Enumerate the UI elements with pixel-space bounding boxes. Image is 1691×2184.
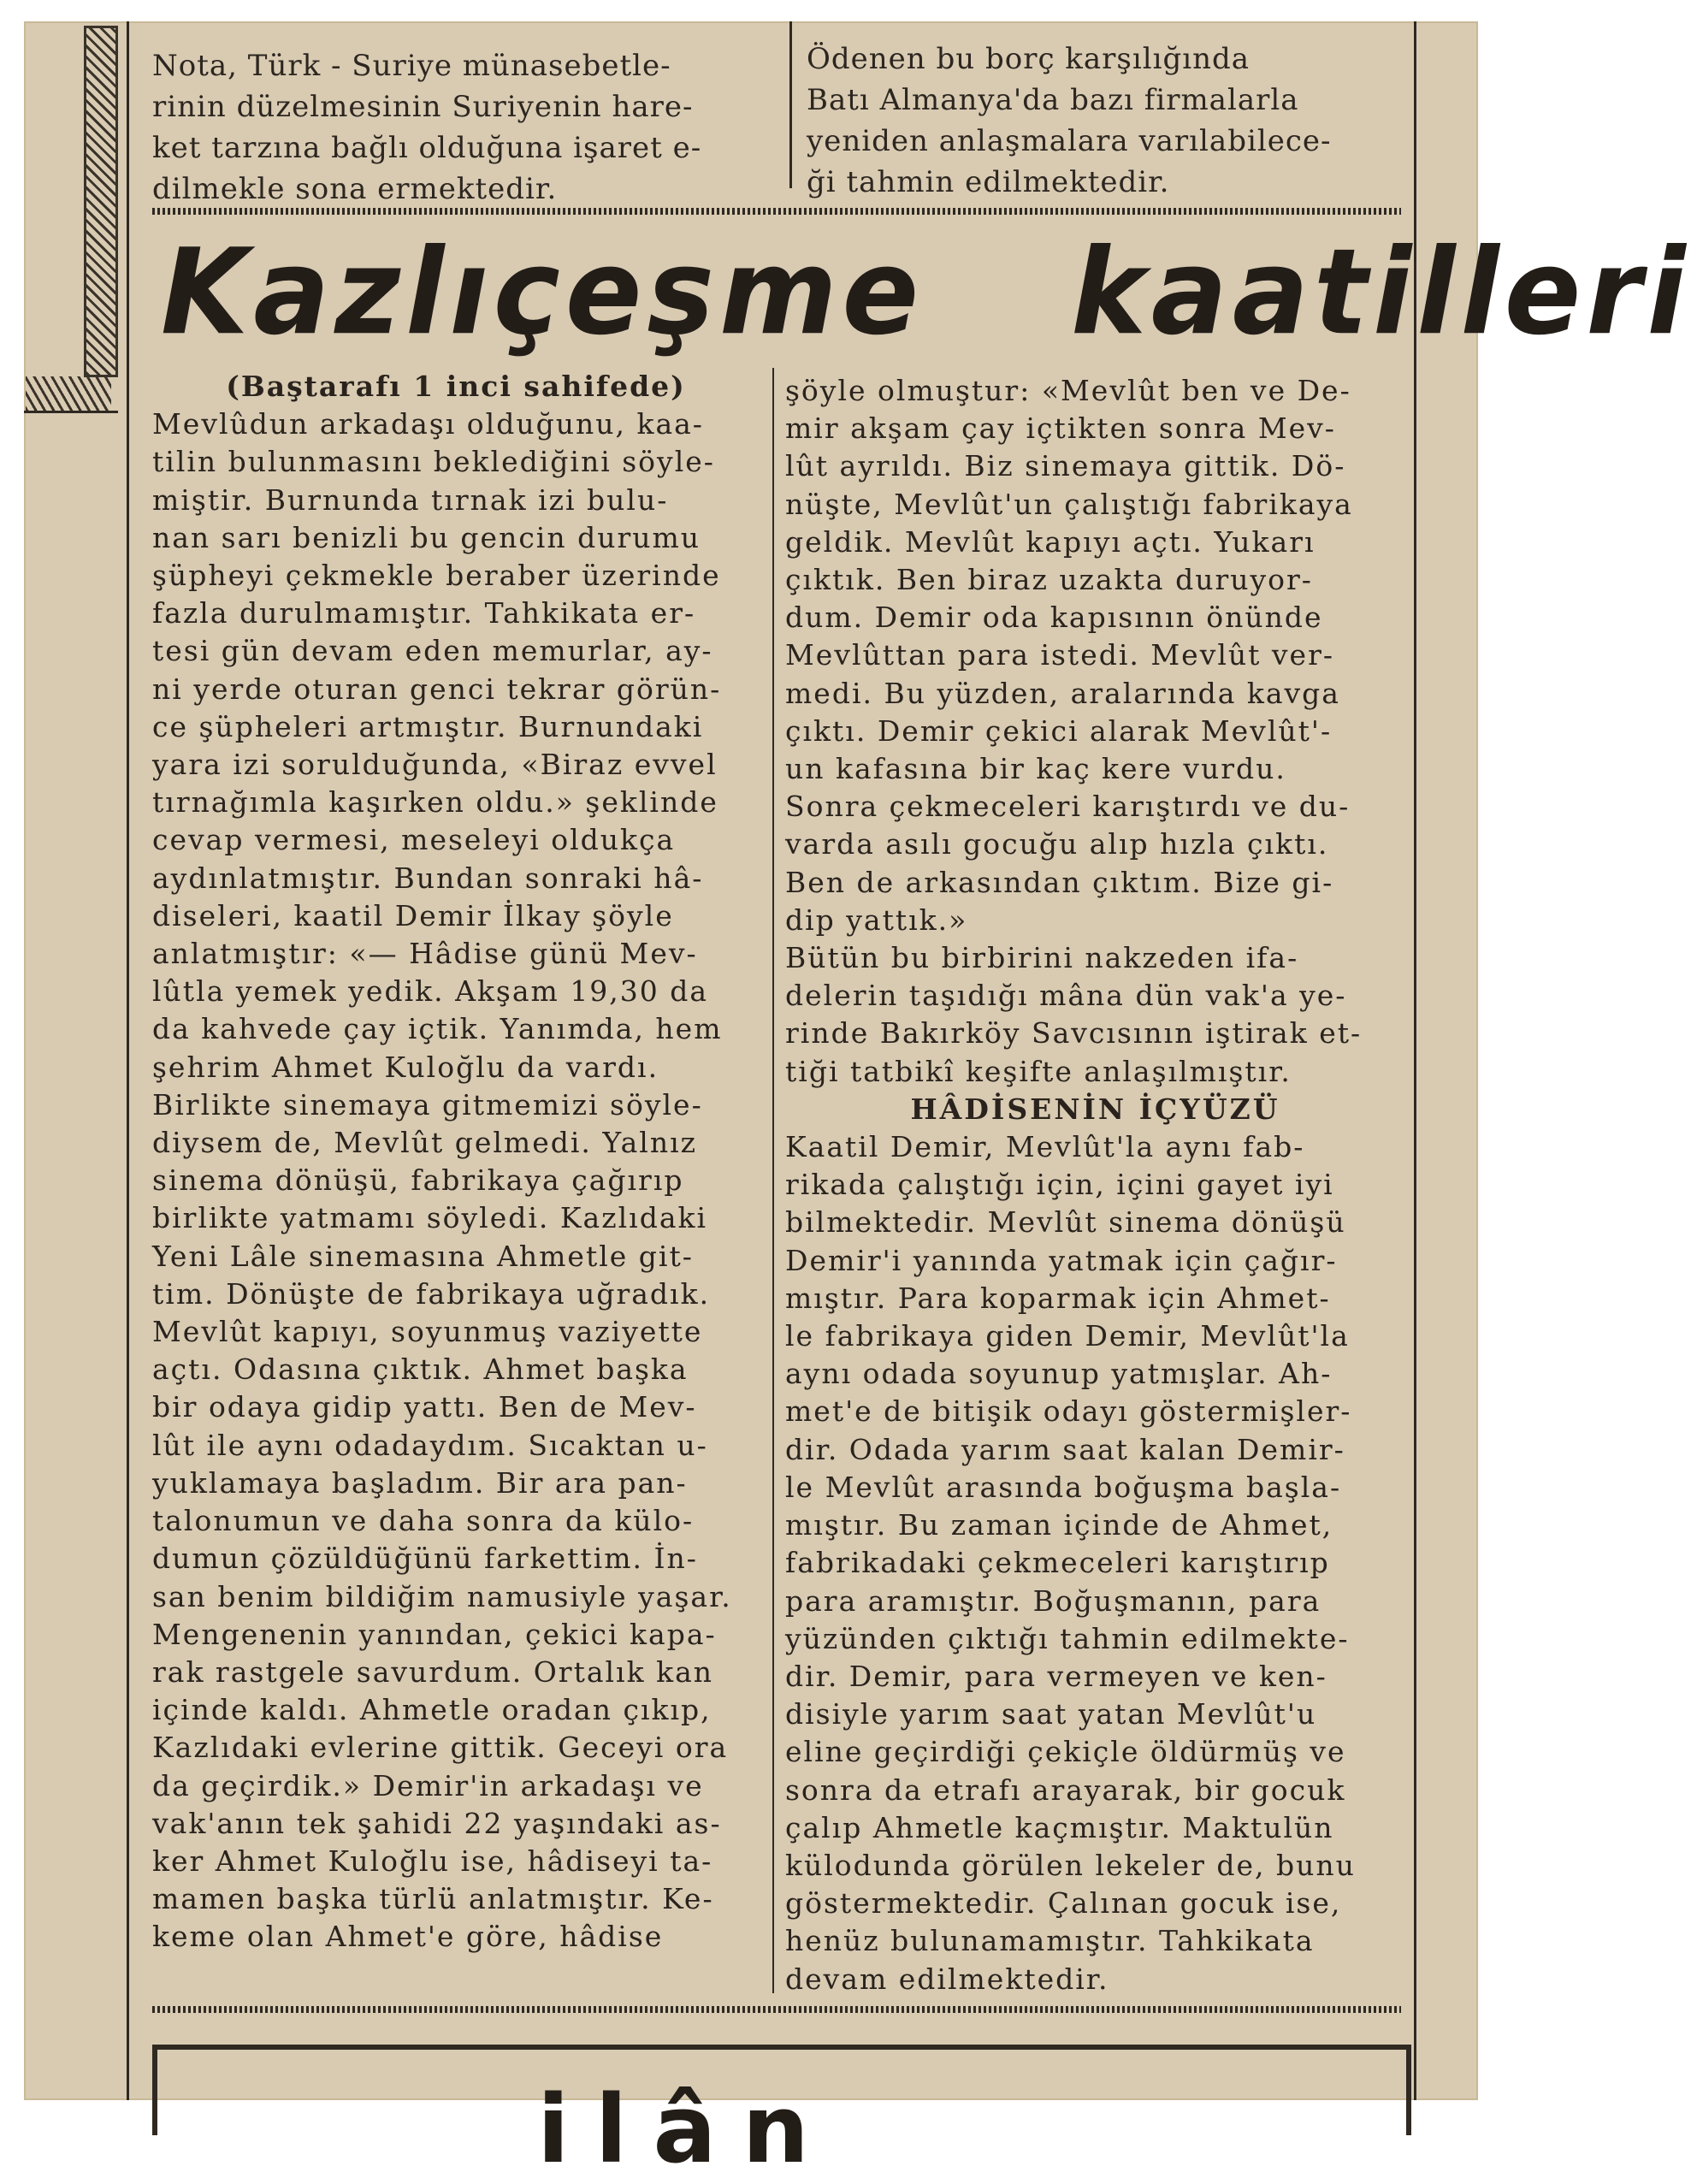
dotted-separator-bottom xyxy=(152,2006,1401,2013)
text-line: da kahvede çay içtik. Yanımda, hem xyxy=(152,1012,723,1046)
top-left-article: Nota, Türk - Suriye münasebetle- rinin düzelmesinin Suriyenin hare- ket tarzına bağlı olduğuna işaret e- dilmekle sona ermektedir. xyxy=(152,49,702,206)
text-line: yuklamaya başladım. Bir ara pan- xyxy=(152,1465,688,1500)
left-margin-rule xyxy=(24,411,118,413)
text-line: bir odaya gidip yattı. Ben de Mev- xyxy=(152,1390,697,1424)
text-line: Birlikte sinemaya gitmemizi söyle- xyxy=(152,1087,703,1122)
text-line: miştir. Burnunda tırnak izi bulu- xyxy=(152,482,669,517)
text-line: medi. Bu yüzden, aralarında kavga xyxy=(785,676,1340,710)
text-line: sinema dönüşü, fabrikaya çağırıp xyxy=(152,1163,684,1198)
text-line: Kazlıdaki evlerine gittik. Geceyi ora xyxy=(152,1731,729,1765)
right-column-text-b xyxy=(785,1128,1405,1998)
text-line: külodunda görülen lekeler de, bunu xyxy=(785,1848,1356,1882)
text-line: para aramıştır. Boğuşmanın, para xyxy=(785,1583,1321,1618)
text-line: Mevlûttan para istedi. Mevlût ver- xyxy=(785,638,1335,672)
text-line: ker Ahmet Kuloğlu ise, hâdiseyi ta- xyxy=(152,1844,713,1878)
text-line: tesi gün devam eden memurlar, ay- xyxy=(152,634,713,668)
text-line: henüz bulunamamıştır. Tahkikata xyxy=(785,1924,1315,1958)
text-line: nüşte, Mevlût'un çalıştığı fabrikaya xyxy=(785,487,1353,521)
text-line: şöyle olmuştur: «Mevlût ben ve De- xyxy=(785,374,1351,407)
text-line: fazla durulmamıştır. Tahkikata er- xyxy=(152,596,696,630)
text-line: diysem de, Mevlût gelmedi. Yalnız xyxy=(152,1126,698,1160)
text-line: fabrikadaki çekmeceleri karıştırıp xyxy=(785,1546,1330,1580)
text-line: Yeni Lâle sinemasına Ahmetle git- xyxy=(152,1239,694,1273)
text-line: un kafasına bir kaç kere vurdu. xyxy=(785,752,1286,786)
text-line: le fabrikaya giden Demir, Mevlût'la xyxy=(785,1319,1350,1353)
text-line: yara izi sorulduğunda, «Biraz evvel xyxy=(152,748,718,782)
text-line: aydınlatmıştır. Bundan sonraki hâ- xyxy=(152,861,704,895)
text-line: keme olan Ahmet'e göre, hâdise xyxy=(152,1920,664,1954)
text-line: çıktık. Ben biraz uzakta duruyor- xyxy=(785,563,1313,597)
text-line: çıktı. Demir çekici alarak Mevlût'- xyxy=(785,713,1333,748)
text-line: lût ayrıldı. Biz sinemaya gittik. Dö- xyxy=(785,449,1346,483)
text-line: Bütün bu birbirini nakzeden ifa- xyxy=(785,941,1299,975)
text-line: delerin taşıdığı mâna dün vak'a ye- xyxy=(785,979,1347,1013)
text-line: şehrim Ahmet Kuloğlu da vardı. xyxy=(152,1050,659,1084)
text-line: sonra da etrafı arayarak, bir gocuk xyxy=(785,1773,1346,1807)
text-line: Sonra çekmeceleri karıştırdı ve du- xyxy=(785,790,1351,824)
text-line: cevap vermesi, meseleyi oldukça xyxy=(152,823,676,857)
text-line: devam edilmektedir. xyxy=(785,1962,1109,1996)
text-line: Kaatil Demir, Mevlût'la aynı fab- xyxy=(785,1130,1305,1164)
text-line: dir. Odada yarım saat kalan Demir- xyxy=(785,1432,1345,1466)
column-rule-top-middle xyxy=(789,21,792,188)
newspaper-clipping xyxy=(24,21,1691,2184)
text-line: mıştır. Para koparmak için Ahmet- xyxy=(785,1281,1331,1315)
text-line: göstermektedir. Çalınan gocuk ise, xyxy=(785,1886,1342,1921)
section-subheading: HÂDİSENİN İÇYÜZÜ xyxy=(910,1092,1280,1126)
text-line: Demir'i yanında yatmak için çağır- xyxy=(785,1243,1338,1277)
hatched-border-horizontal xyxy=(26,376,111,411)
text-line: met'e de bitişik odayı göstermişler- xyxy=(785,1394,1352,1429)
text-line: çalıp Ahmetle kaçmıştır. Maktulün xyxy=(785,1810,1334,1844)
text-line: rikada çalıştığı için, içini gayet iyi xyxy=(785,1168,1334,1202)
top-right-article: Ödenen bu borç karşılığında Batı Almanya'da bazı firmalarla yeniden anlaşmalara varılabilece- ği tahmin edilmektedir. xyxy=(807,42,1332,199)
text-line: ce şüpheleri artmıştır. Burnundaki xyxy=(152,709,704,743)
column-rule-body-middle xyxy=(772,368,774,1993)
text-line: mamen başka türlü anlatmıştır. Ke- xyxy=(152,1882,714,1916)
text-line: dum. Demir oda kapısının önünde xyxy=(785,601,1323,635)
text-line: anlatmıştır: «— Hâdise günü Mev- xyxy=(152,937,698,971)
text-line: eline geçirdiği çekiçle öldürmüş ve xyxy=(785,1735,1346,1769)
advertisement-title: ilân xyxy=(537,2075,835,2184)
hatched-border-vertical xyxy=(84,26,118,377)
text-line: tırnağımla kaşırken oldu.» şeklinde xyxy=(152,785,718,820)
text-line: açtı. Odasına çıktık. Ahmet başka xyxy=(152,1352,689,1387)
text-line: da geçirdik.» Demir'in arkadaşı ve xyxy=(152,1768,704,1802)
dotted-separator-top xyxy=(152,208,1401,215)
text-line: talonumun ve daha sonra da külo- xyxy=(152,1504,695,1538)
article-headline: Kazlıçeşme kaatilleri xyxy=(161,223,1691,362)
text-line: mir akşam çay içtikten sonra Mev- xyxy=(785,411,1336,446)
text-line: rinde Bakırköy Savcısının iştirak et- xyxy=(785,1016,1363,1051)
text-line: lûtla yemek yedik. Akşam 19,30 da xyxy=(152,974,709,1009)
text-line: vak'anın tek şahidi 22 yaşındaki as- xyxy=(152,1806,722,1840)
text-line: birlikte yatmamı söyledi. Kazlıdaki xyxy=(152,1201,708,1235)
text-line: varda asılı gocuğu alıp hızla çıktı. xyxy=(785,827,1329,861)
continuation-note: (Baştarafı 1 inci sahifede) xyxy=(226,370,686,403)
column-rule-left xyxy=(127,21,129,2100)
text-line: Mengenenin yanından, çekici kapa- xyxy=(152,1617,717,1651)
text-line: yüzünden çıktığı tahmin edilmekte- xyxy=(785,1621,1350,1655)
text-line: geldik. Mevlût kapıyı açtı. Yukarı xyxy=(785,524,1316,559)
text-line: şüpheyi çekmekle beraber üzerinde xyxy=(152,559,721,593)
text-line: le Mevlût arasında boğuşma başla- xyxy=(785,1470,1342,1504)
text-line: tilin bulunmasını beklediğini söyle- xyxy=(152,445,715,479)
left-column-text xyxy=(152,405,760,1956)
text-line: içinde kaldı. Ahmetle oradan çıkıp, xyxy=(152,1693,712,1727)
text-line: dip yattık.» xyxy=(785,903,968,937)
text-line: Ben de arkasından çıktım. Bize gi- xyxy=(785,865,1334,899)
text-line: tiği tatbikî keşifte anlaşılmıştır. xyxy=(785,1054,1292,1088)
article-left-column xyxy=(152,368,760,1956)
text-line: aynı odada soyunup yatmışlar. Ah- xyxy=(785,1357,1333,1391)
article-right-column xyxy=(785,372,1405,1998)
right-column-text-a xyxy=(785,372,1405,1091)
text-line: bilmektedir. Mevlût sinema dönüşü xyxy=(785,1205,1346,1240)
text-line: tim. Dönüşte de fabrikaya uğradık. xyxy=(152,1276,711,1311)
text-line: lût ile aynı odadaydım. Sıcaktan u- xyxy=(152,1428,708,1462)
text-line: diseleri, kaatil Demir İlkay şöyle xyxy=(152,898,674,932)
text-line: rak rastgele savurdum. Ortalık kan xyxy=(152,1654,714,1689)
text-line: dumun çözüldüğünü farkettim. İn- xyxy=(152,1542,698,1576)
text-line: Mevlût kapıyı, soyunmuş vaziyette xyxy=(152,1315,703,1349)
text-line: ni yerde oturan genci tekrar görün- xyxy=(152,672,722,706)
text-line: mıştır. Bu zaman içinde de Ahmet, xyxy=(785,1508,1333,1542)
text-line: dir. Demir, para vermeyen ve ken- xyxy=(785,1659,1327,1693)
text-line: disiyle yarım saat yatan Mevlût'u xyxy=(785,1697,1317,1731)
text-line: Mevlûdun arkadaşı olduğunu, kaa- xyxy=(152,407,704,441)
text-line: san benim bildiğim namusiyle yaşar. xyxy=(152,1579,732,1613)
text-line: nan sarı benizli bu gencin durumu xyxy=(152,520,701,554)
